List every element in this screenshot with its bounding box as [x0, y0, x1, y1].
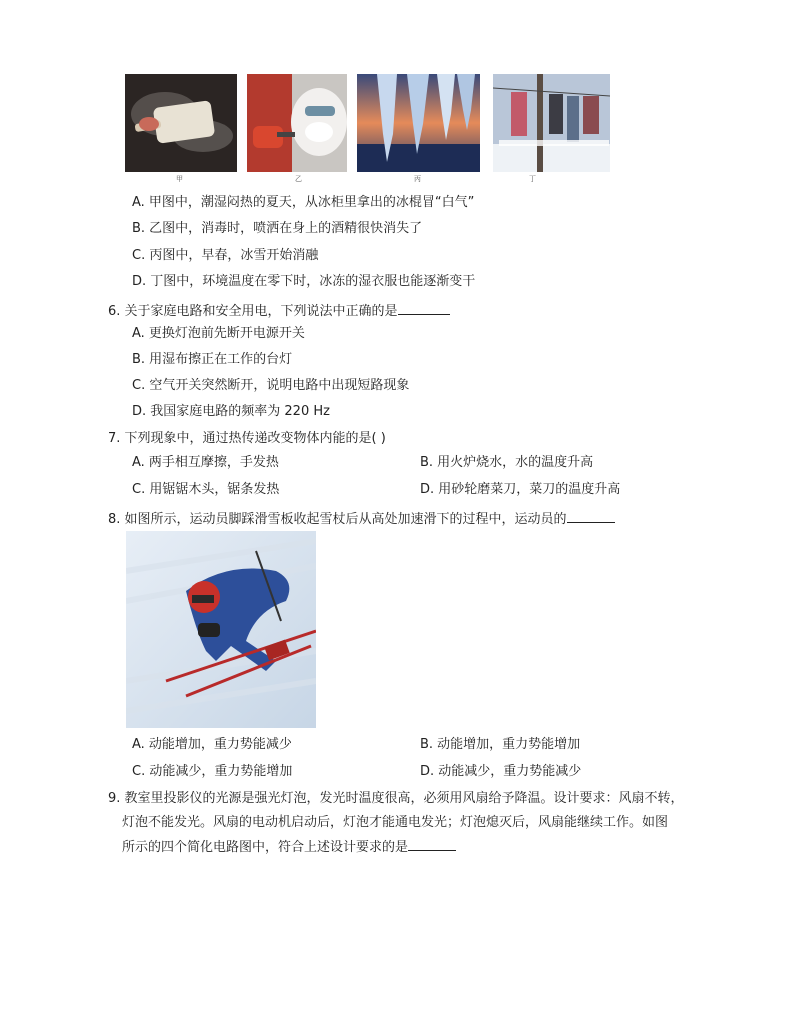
- q8-stem: [108, 510, 615, 528]
- answer-blank: [567, 510, 615, 523]
- caption-bing: 丙: [414, 175, 421, 183]
- q9-line-2: 灯泡不能发光。风扇的电动机启动后，灯泡才能通电发光；灯泡熄灭后，风扇能继续工作。如图: [122, 815, 669, 830]
- image-bing-ice-melting: [357, 74, 480, 172]
- q6-option-d: D. 我国家庭电路的频率为 220 Hz: [132, 404, 330, 419]
- answer-blank: [398, 302, 450, 315]
- q6-stem: [108, 302, 450, 320]
- q8-option-d: D. 动能减少，重力势能减少: [420, 764, 582, 779]
- q7-stem: 7. 下列现象中，通过热传递改变物体内能的是( ): [108, 431, 386, 446]
- q7-option-a: A. 两手相互摩擦，手发热: [132, 455, 279, 470]
- q5-option-b: B. 乙图中，消毒时，喷洒在身上的酒精很快消失了: [132, 221, 423, 236]
- caption-jia: 甲: [176, 175, 183, 183]
- q9-line-3: [122, 838, 456, 856]
- answer-blank: [408, 838, 456, 851]
- q6-option-b: B. 用湿布擦正在工作的台灯: [132, 352, 293, 367]
- q5-option-d: D. 丁图中，环境温度在零下时，冰冻的湿衣服也能逐渐变干: [132, 274, 476, 289]
- q6-stem-text: 6. 关于家庭电路和安全用电，下列说法中正确的是: [108, 304, 398, 319]
- q8-option-b: B. 动能增加，重力势能增加: [420, 737, 581, 752]
- q7-option-c: C. 用锯锯木头，锯条发热: [132, 482, 280, 497]
- q5-option-c: C. 丙图中，早春，冰雪开始消融: [132, 248, 319, 263]
- caption-yi: 乙: [295, 175, 302, 183]
- q8-stem-text: 8. 如图所示，运动员脚踩滑雪板收起雪杖后从高处加速滑下的过程中，运动员的: [108, 512, 567, 527]
- q6-option-a: A. 更换灯泡前先断开电源开关: [132, 326, 305, 341]
- q8-option-c: C. 动能减少，重力势能增加: [132, 764, 293, 779]
- image-ding-frozen-clothes: [493, 74, 610, 172]
- image-jia-popsicle: [125, 74, 237, 172]
- q8-option-a: A. 动能增加，重力势能减少: [132, 737, 292, 752]
- image-yi-disinfection: [247, 74, 347, 172]
- q7-option-d: D. 用砂轮磨菜刀，菜刀的温度升高: [420, 482, 621, 497]
- image-skier: [126, 531, 316, 728]
- q5-option-a: A. 甲图中，潮湿闷热的夏天，从冰柜里拿出的冰棍冒“白气”: [132, 195, 475, 210]
- q7-option-b: B. 用火炉烧水，水的温度升高: [420, 455, 594, 470]
- q6-option-c: C. 空气开关突然断开，说明电路中出现短路现象: [132, 378, 410, 393]
- caption-ding: 丁: [529, 175, 536, 183]
- q9-line-1: 9. 教室里投影仪的光源是强光灯泡，发光时温度很高，必须用风扇给予降温。设计要求：风扇不转，: [108, 791, 684, 806]
- q9-line-3-text: 所示的四个简化电路图中，符合上述设计要求的是: [122, 840, 409, 855]
